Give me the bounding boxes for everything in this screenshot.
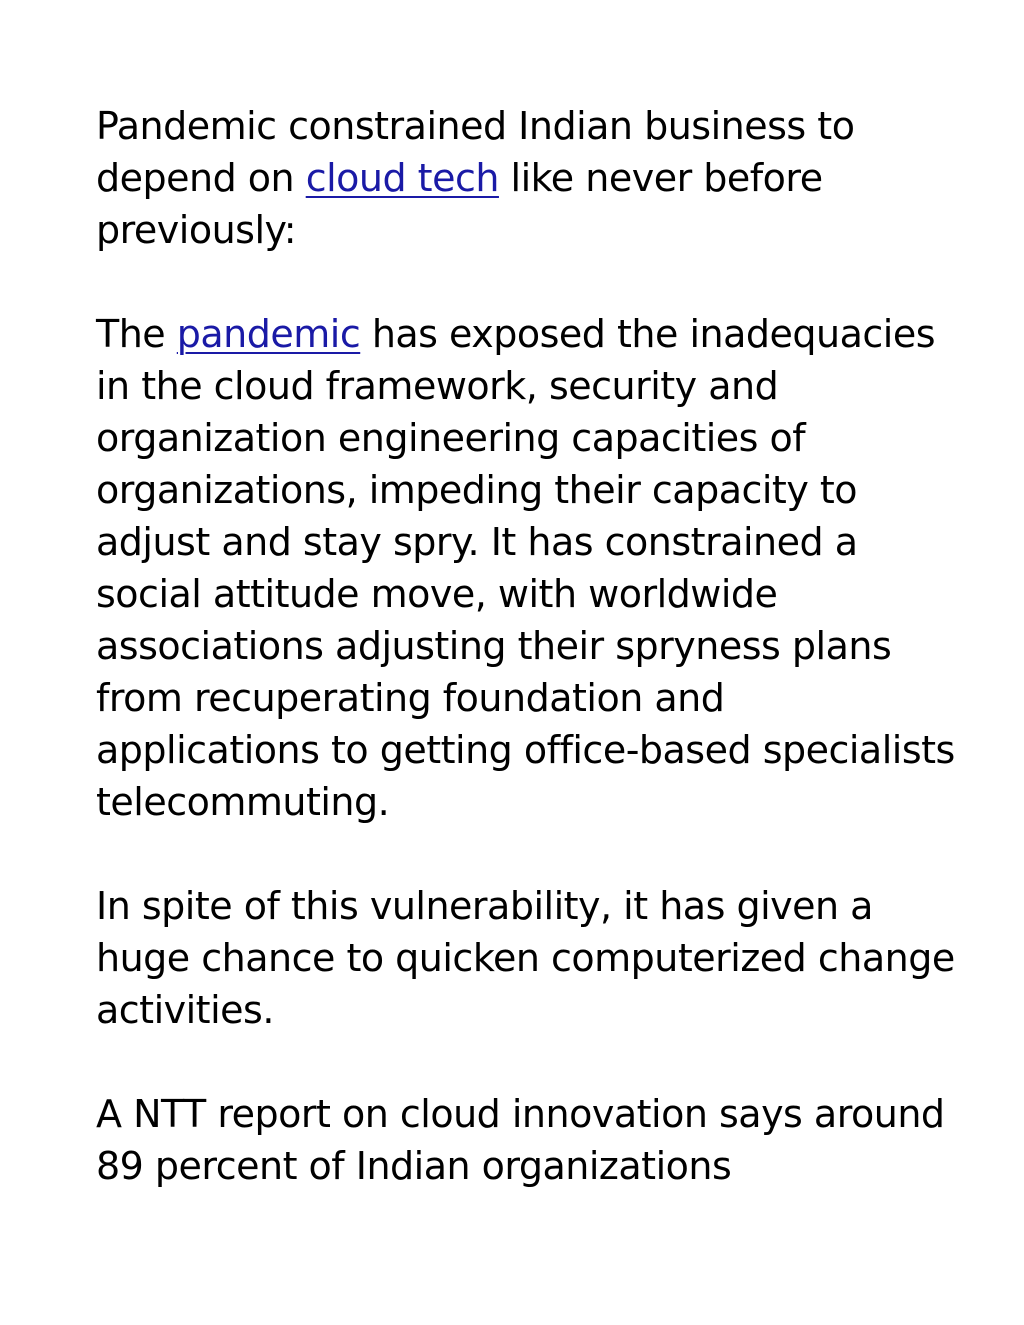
paragraph-ntt-report: A NTT report on cloud innovation says around 89 percent of Indian organizations <box>96 1092 945 1188</box>
paragraph-pandemic-text-start: The <box>96 312 177 356</box>
paragraph-pandemic <box>96 308 956 828</box>
pandemic-link[interactable]: pandemic <box>176 312 361 356</box>
cloud-tech-link[interactable]: cloud tech <box>305 156 499 200</box>
paragraph-intro <box>96 100 956 256</box>
paragraph-intro-text-start: Pandemic constrained Indian business to depend on <box>96 104 855 200</box>
document-body <box>96 100 956 1244</box>
paragraph-vulnerability: In spite of this vulnerability, it has given a huge chance to quicken computerized change activities. <box>96 884 955 1032</box>
paragraph-pandemic-text-end: has exposed the inadequacies in the cloud framework, security and organization engineering capacities of organizations, impeding their capacity to adjust and stay spry. It has constrained a social attitude move, with worldwide associations adjusting their spryness plans from recuperating foundation and applications to getting office-based specialists telecommuting. <box>96 312 955 824</box>
paragraph-intro-text-end: like never before previously: <box>96 156 823 252</box>
